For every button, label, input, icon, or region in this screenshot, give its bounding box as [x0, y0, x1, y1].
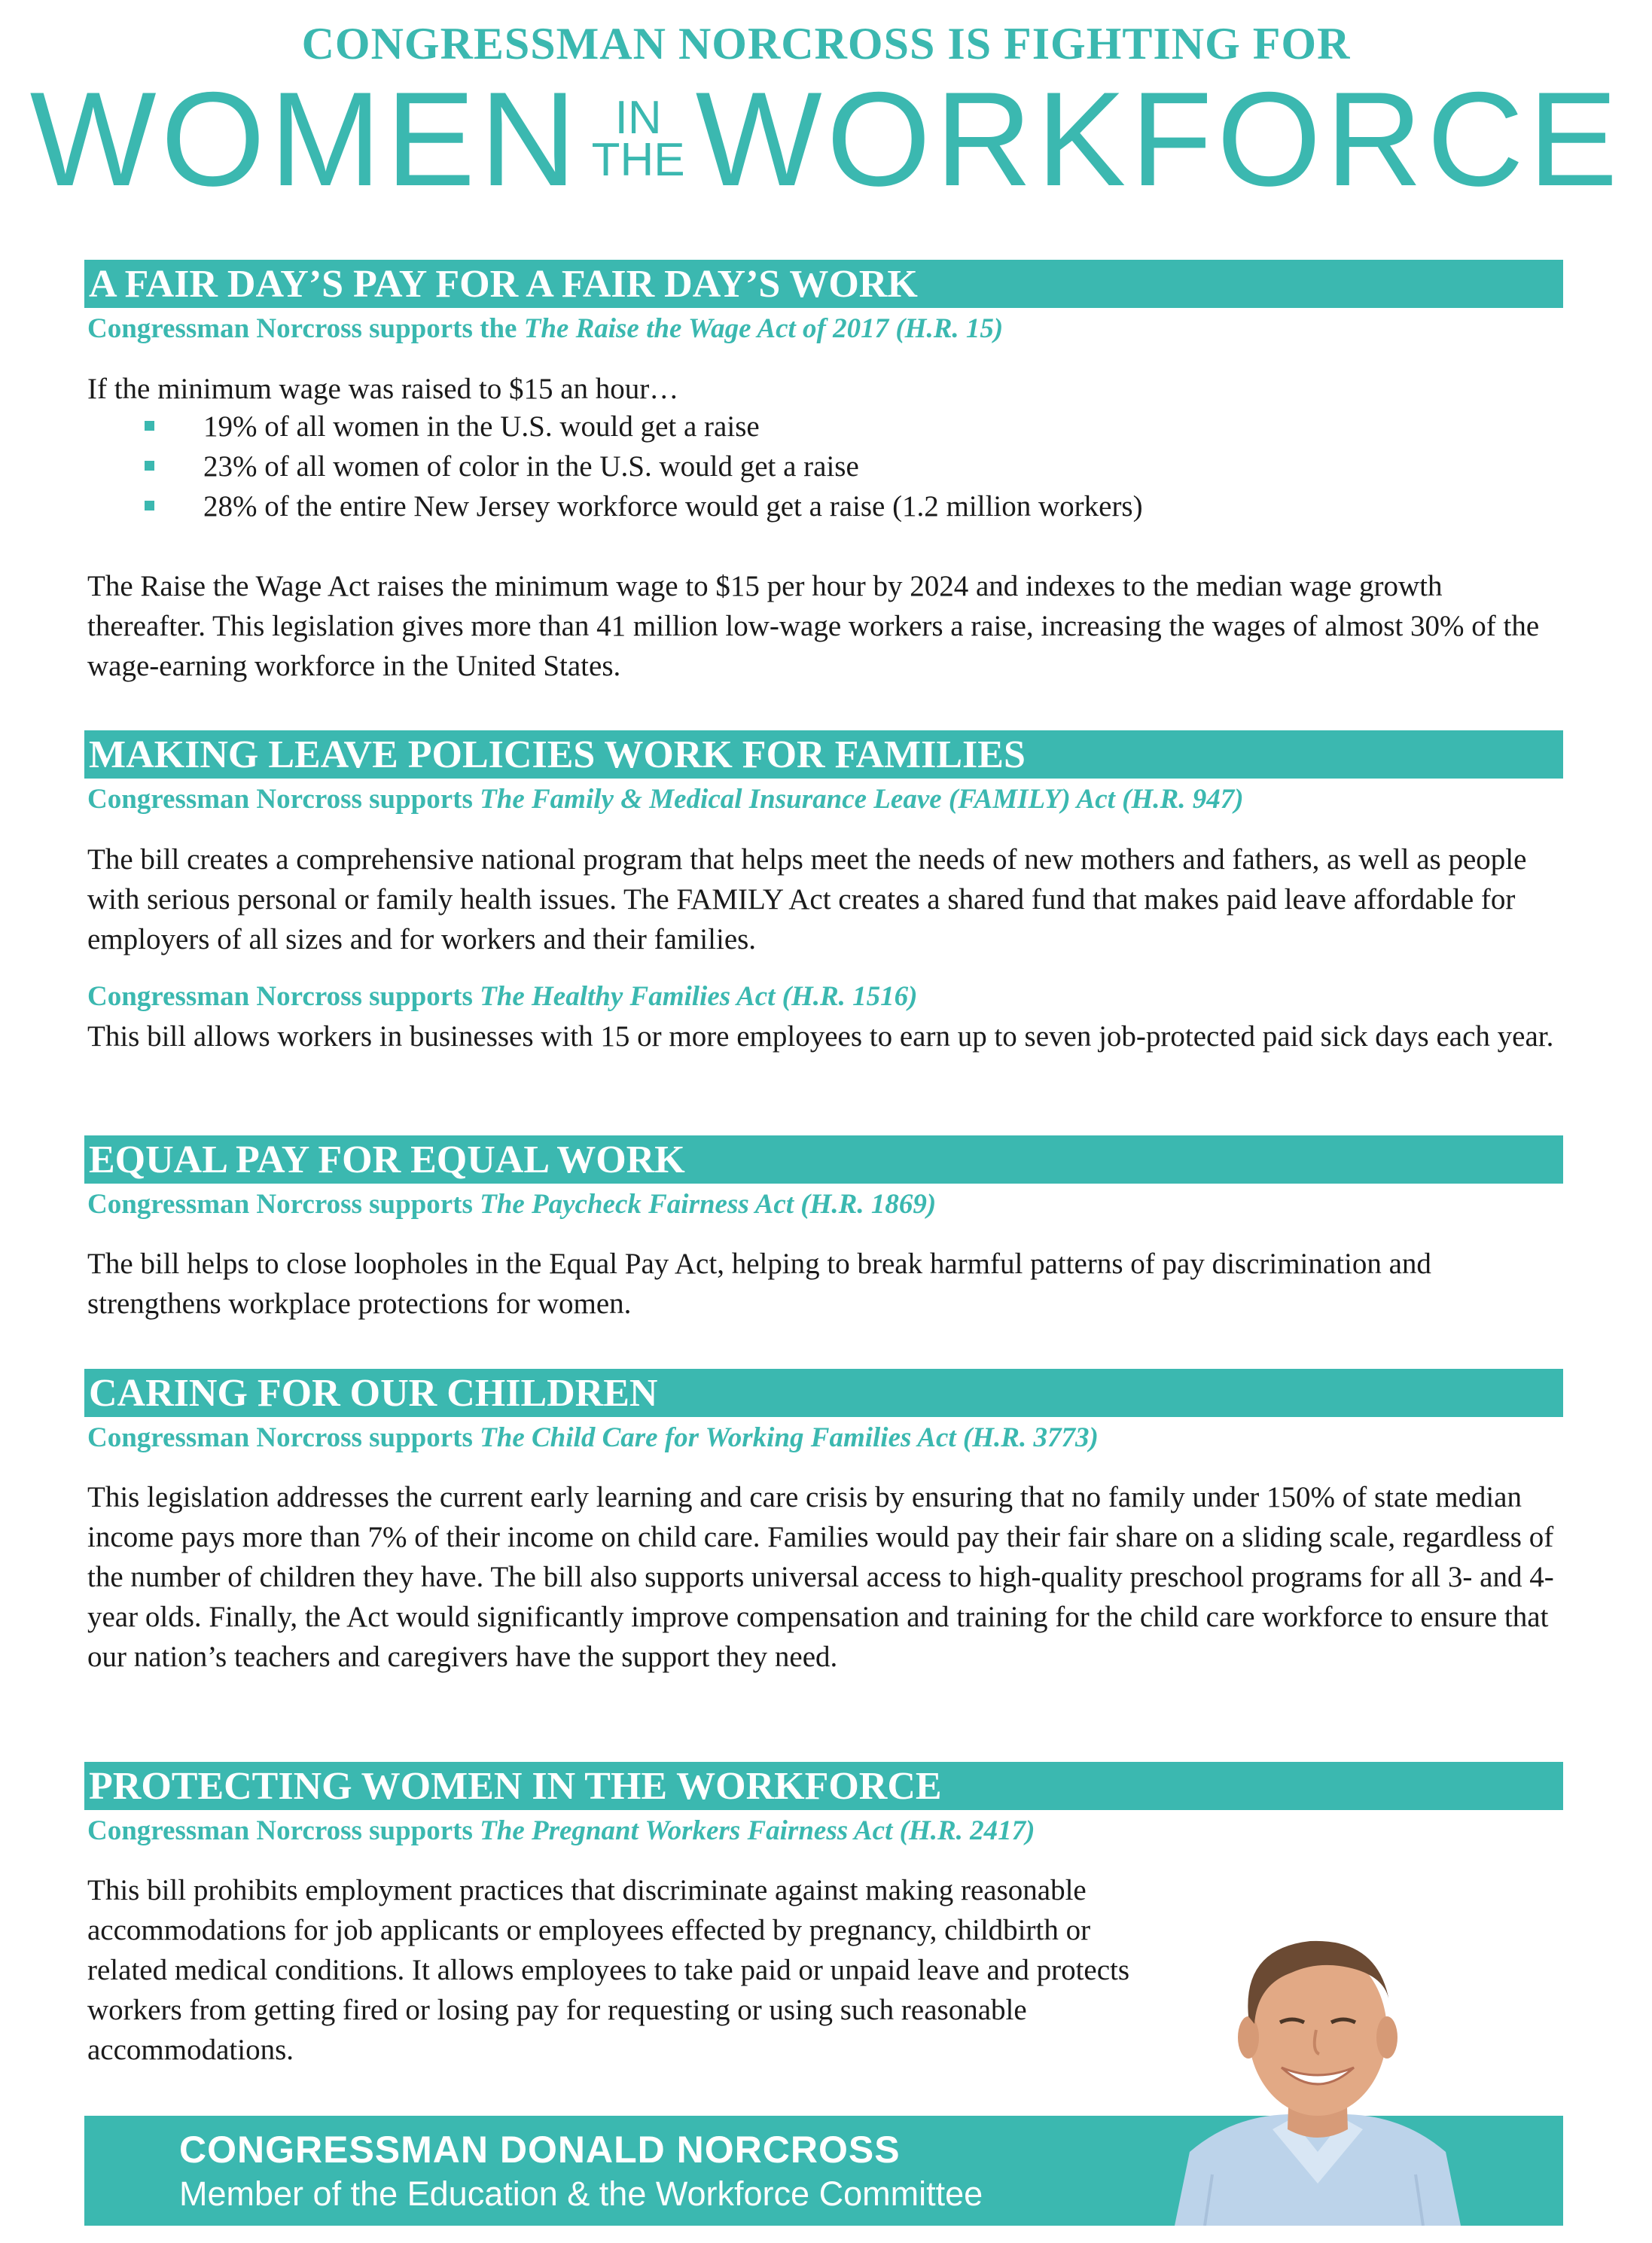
list-item: 19% of all women in the U.S. would get a raise — [143, 407, 1143, 446]
square-bullet-icon — [145, 501, 154, 510]
support-line-pregnant-workers: Congressman Norcross supports The Pregnant Workers Fairness Act (H.R. 2417) — [87, 1815, 1035, 1846]
support-line-paycheck-fairness: Congressman Norcross supports The Paycheck Fairness Act (H.R. 1869) — [87, 1189, 937, 1220]
committee-role: Member of the Education & the Workforce Committee — [179, 2174, 983, 2213]
congressman-portrait-photo — [1160, 1903, 1476, 2226]
wordmark-in: IN — [614, 92, 662, 145]
wordmark-the: THE — [591, 134, 685, 186]
square-bullet-icon — [145, 421, 154, 431]
intro-text: If the minimum wage was raised to $15 an hour… — [87, 373, 679, 405]
square-bullet-icon — [145, 461, 154, 471]
women-in-the-workforce-wordmark — [29, 64, 1623, 214]
wordmark-in-the — [591, 92, 685, 186]
header-kicker: CONGRESSMAN NORCROSS IS FIGHTING FOR — [301, 19, 1351, 69]
support-prefix: Congressman Norcross supports the — [87, 313, 524, 344]
section-heading-fair-pay: A FAIR DAY’S PAY FOR A FAIR DAY’S WORK — [84, 260, 1563, 308]
section-heading-leave-policies: MAKING LEAVE POLICIES WORK FOR FAMILIES — [84, 730, 1563, 779]
raise-wage-body: The Raise the Wage Act raises the minimum wage to $15 per hour by 2024 and indexes to the median wage growth thereafter. This legislation gives more than 41 million low-wage workers a raise, increasing the wages of almost 30% of the wage-earning workforce in the United States. — [87, 570, 1540, 682]
support-line-healthy-families: Congressman Norcross supports The Healthy Families Act (H.R. 1516) — [87, 981, 918, 1012]
stats-bullet-list — [143, 407, 1143, 526]
child-care-body: This legislation addresses the current early learning and care crisis by ensuring that no family under 150% of state median income pays more than 7% of their income on child care. Families would pay their fair share on a sliding scale, regardless of the number of children they have. The bill also supports universal access to high-quality preschool programs for all 3- and 4-year olds. Finally, the Act would significantly improve compensation and training for the child care workforce to ensure that our nation’s teachers and caregivers have the support they need. — [87, 1481, 1554, 1673]
wordmark-workforce: WORKFORCE — [695, 64, 1623, 214]
section-heading-children: CARING FOR OUR CHILDREN — [84, 1369, 1563, 1417]
section-heading-equal-pay: EQUAL PAY FOR EQUAL WORK — [84, 1135, 1563, 1184]
congressman-name: CONGRESSMAN DONALD NORCROSS — [179, 2129, 901, 2171]
support-line-raise-wage — [87, 312, 1003, 345]
paycheck-fairness-body: The bill helps to close loopholes in the Equal Pay Act, helping to break harmful patterns of pay discrimination and strengthens workplace protections for women. — [87, 1248, 1431, 1320]
support-line-child-care: Congressman Norcross supports The Child Care for Working Families Act (H.R. 3773) — [87, 1422, 1099, 1453]
section-heading-protecting-women: PROTECTING WOMEN IN THE WORKFORCE — [84, 1762, 1563, 1810]
pregnant-workers-body: This bill prohibits employment practices that discriminate against making reasonable accommodations for job applicants or employees effected by pregnancy, childbirth or related medical conditions. It allows employees to take paid or unpaid leave and protects workers from getting fired or losing pay for requesting or using such reasonable accommodations. — [87, 1874, 1130, 2066]
wordmark-women: WOMEN — [29, 64, 581, 214]
list-item: 28% of the entire New Jersey workforce would get a raise (1.2 million workers) — [143, 486, 1143, 526]
list-item: 23% of all women of color in the U.S. would get a raise — [143, 446, 1143, 486]
support-line-family-act: Congressman Norcross supports The Family & Medical Insurance Leave (FAMILY) Act (H.R. 947) — [87, 784, 1244, 815]
bill-name: The Raise the Wage Act of 2017 (H.R. 15) — [523, 313, 1004, 344]
healthy-families-body: This bill allows workers in businesses with 15 or more employees to earn up to seven job-protected paid sick days each year. — [87, 1020, 1554, 1053]
family-act-body: The bill creates a comprehensive national program that helps meet the needs of new mothers and fathers, as well as people with serious personal or family health issues. The FAMILY Act creates a shared fund that makes paid leave affordable for employers of all sizes and for workers and their families. — [87, 843, 1527, 955]
